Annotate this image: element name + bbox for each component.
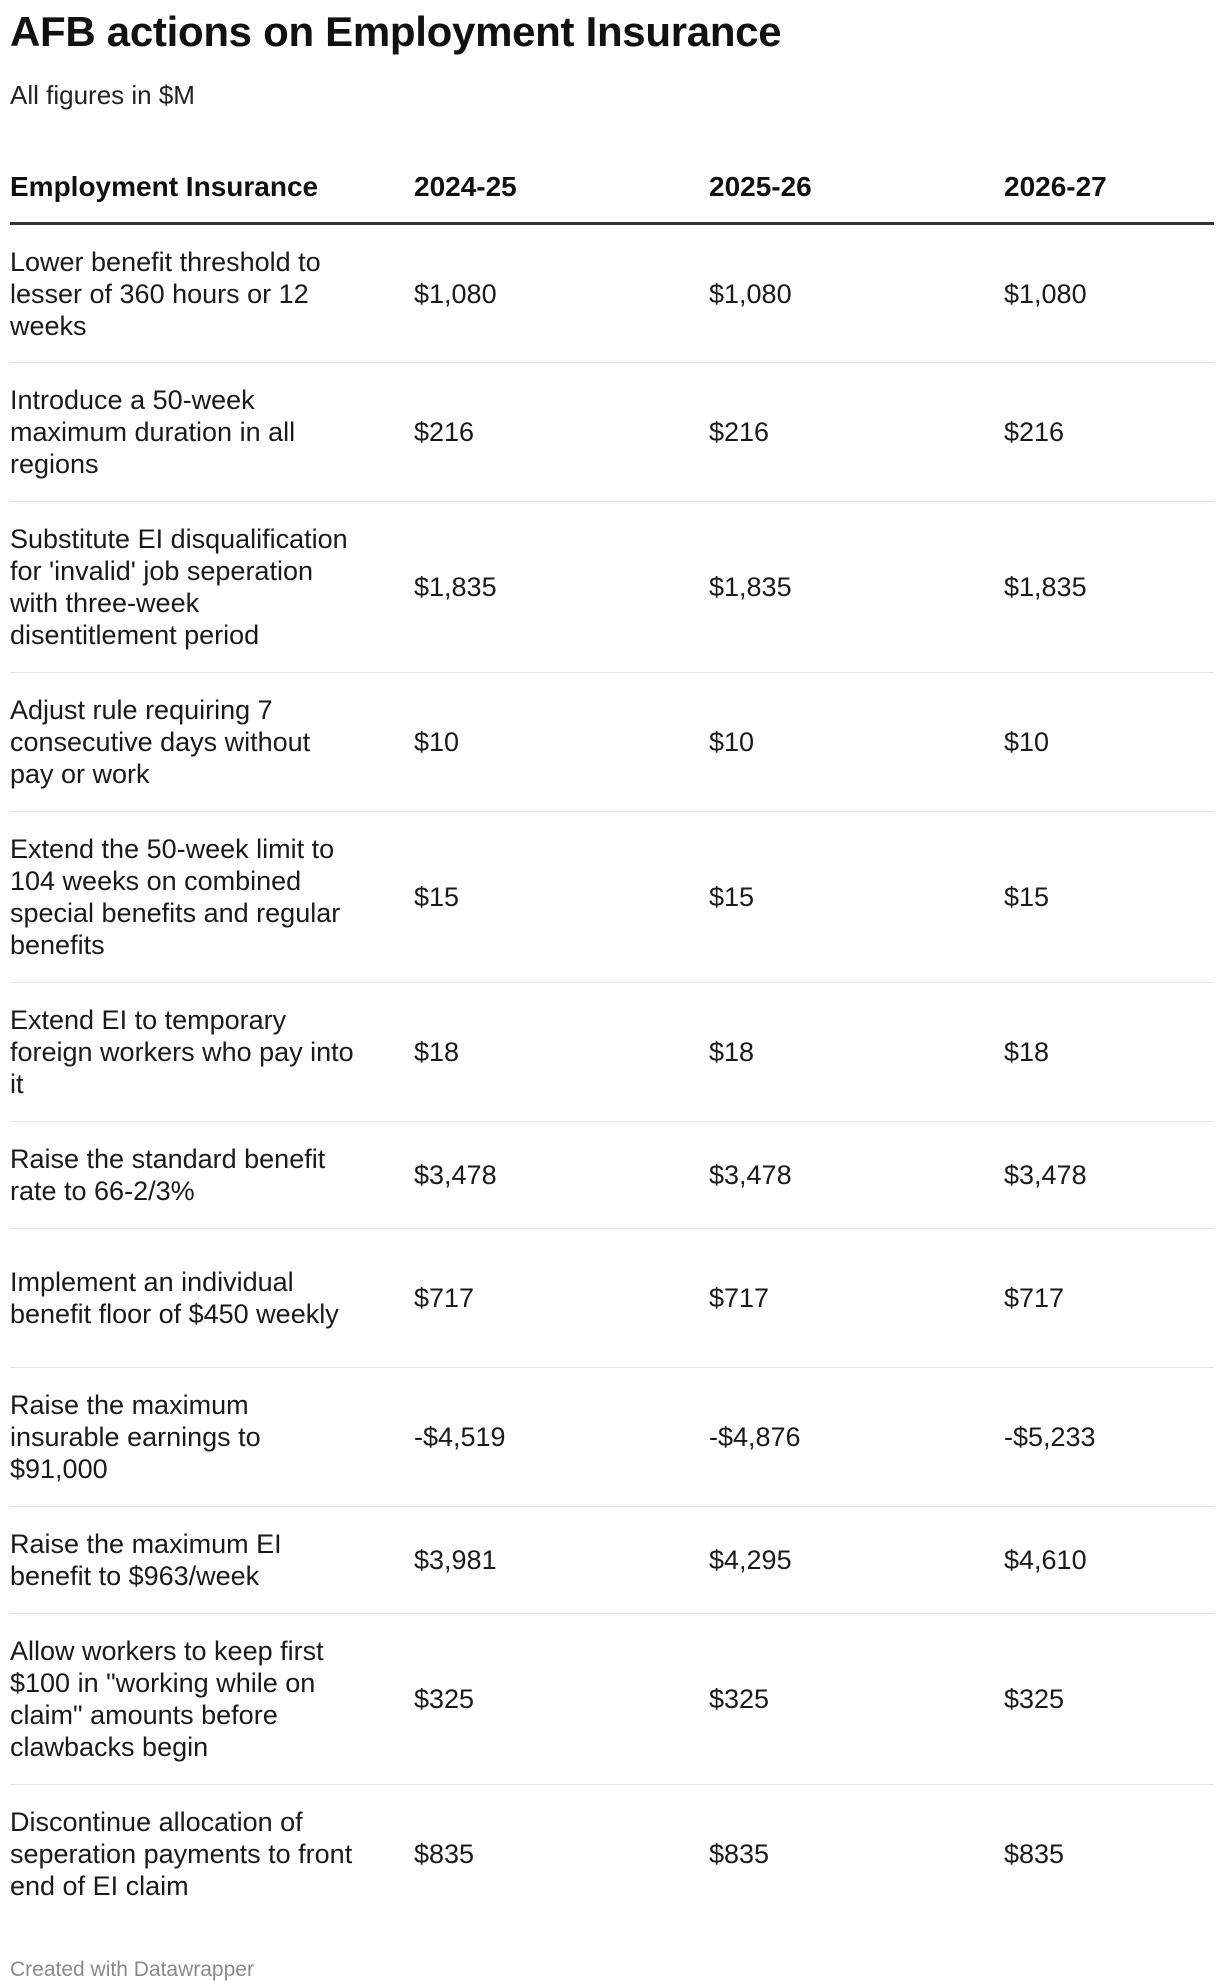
cell-value-2026-27: $10: [1004, 673, 1214, 812]
table-row: [10, 1368, 1214, 1507]
column-header-2024-25[interactable]: 2024-25: [414, 152, 709, 224]
cell-value-2025-26: $18: [709, 983, 1004, 1122]
cell-value-2026-27: -$5,233: [1004, 1368, 1214, 1507]
cell-value-2024-25: $3,478: [414, 1122, 709, 1229]
column-header-label[interactable]: Employment Insurance: [10, 152, 414, 224]
table-row: [10, 1122, 1214, 1229]
cell-value-2026-27: $1,835: [1004, 502, 1214, 673]
cell-value-2026-27: $325: [1004, 1614, 1214, 1785]
cell-value-2026-27: $1,080: [1004, 224, 1214, 363]
cell-value-2025-26: $216: [709, 363, 1004, 502]
table-body: [10, 224, 1214, 1924]
cell-value-2025-26: $15: [709, 812, 1004, 983]
cell-value-2024-25: $3,981: [414, 1507, 709, 1614]
cell-value-2026-27: $717: [1004, 1229, 1214, 1368]
row-label: Discontinue allocation of seperation payments to front end of EI claim: [10, 1807, 353, 1902]
header-row: [10, 152, 1214, 224]
table-row: [10, 812, 1214, 983]
row-label: Raise the maximum EI benefit to $963/week: [10, 1507, 414, 1614]
cell-value-2025-26: -$4,876: [709, 1368, 1004, 1507]
table-row: [10, 363, 1214, 502]
cell-value-2026-27: $18: [1004, 983, 1214, 1122]
column-header-2025-26[interactable]: 2025-26: [709, 152, 1004, 224]
row-label: Implement an individual benefit floor of $450 weekly: [10, 1229, 414, 1368]
row-label: Extend the 50-week limit to 104 weeks on combined special benefits and regular benefits: [10, 812, 414, 983]
data-table: [10, 152, 1214, 1924]
table-header: [10, 152, 1214, 224]
table-row: [10, 1614, 1214, 1785]
credit-footer: Created with Datawrapper: [10, 1958, 254, 1981]
cell-value-2024-25: $835: [414, 1839, 475, 1870]
cell-value-2024-25: $18: [414, 983, 709, 1122]
cell-value-2024-25: $1,835: [414, 502, 709, 673]
cell-value-2026-27: $835: [1004, 1839, 1065, 1870]
cell-value-2025-26: $1,080: [709, 224, 1004, 363]
table-row: [10, 1507, 1214, 1614]
chart-subtitle: All figures in $M: [10, 80, 195, 110]
table-row: [10, 224, 1214, 363]
row-label: Raise the standard benefit rate to 66-2/3%: [10, 1122, 414, 1229]
table-row: [10, 1229, 1214, 1368]
cell-value-2025-26: $10: [709, 673, 1004, 812]
table-row: [10, 983, 1214, 1122]
cell-value-2026-27: $4,610: [1004, 1507, 1214, 1614]
cell-value-2024-25: $10: [414, 673, 709, 812]
row-label: Extend EI to temporary foreign workers who pay into it: [10, 983, 414, 1122]
cell-value-2026-27: $3,478: [1004, 1122, 1214, 1229]
cell-value-2024-25: $325: [414, 1614, 709, 1785]
cell-value-2025-26: $4,295: [709, 1507, 1004, 1614]
cell-value-2025-26: $717: [709, 1229, 1004, 1368]
cell-value-2024-25: $1,080: [414, 224, 709, 363]
cell-value-2025-26: $835: [709, 1839, 770, 1870]
row-label: Lower benefit threshold to lesser of 360 hours or 12 weeks: [10, 224, 414, 363]
cell-value-2025-26: $1,835: [709, 502, 1004, 673]
chart-title: AFB actions on Employment Insurance: [10, 8, 782, 55]
cell-value-2024-25: $717: [414, 1229, 709, 1368]
row-label: Introduce a 50-week maximum duration in all regions: [10, 363, 414, 502]
table-row: [10, 1785, 1214, 1924]
cell-value-2025-26: $3,478: [709, 1122, 1004, 1229]
table-row: [10, 502, 1214, 673]
cell-value-2024-25: $216: [414, 363, 709, 502]
cell-value-2024-25: $15: [414, 812, 709, 983]
row-label: Allow workers to keep first $100 in "working while on claim" amounts before clawbacks begin: [10, 1614, 414, 1785]
cell-value-2024-25: -$4,519: [414, 1368, 709, 1507]
table-row: [10, 673, 1214, 812]
cell-value-2025-26: $325: [709, 1614, 1004, 1785]
column-header-2026-27[interactable]: 2026-27: [1004, 152, 1214, 224]
row-label: Raise the maximum insurable earnings to $91,000: [10, 1368, 414, 1507]
row-label: Adjust rule requiring 7 consecutive days without pay or work: [10, 673, 414, 812]
row-label: Substitute EI disqualification for 'invalid' job seperation with three-week disentitlement period: [10, 502, 414, 673]
cell-value-2026-27: $15: [1004, 812, 1214, 983]
cell-value-2026-27: $216: [1004, 363, 1214, 502]
